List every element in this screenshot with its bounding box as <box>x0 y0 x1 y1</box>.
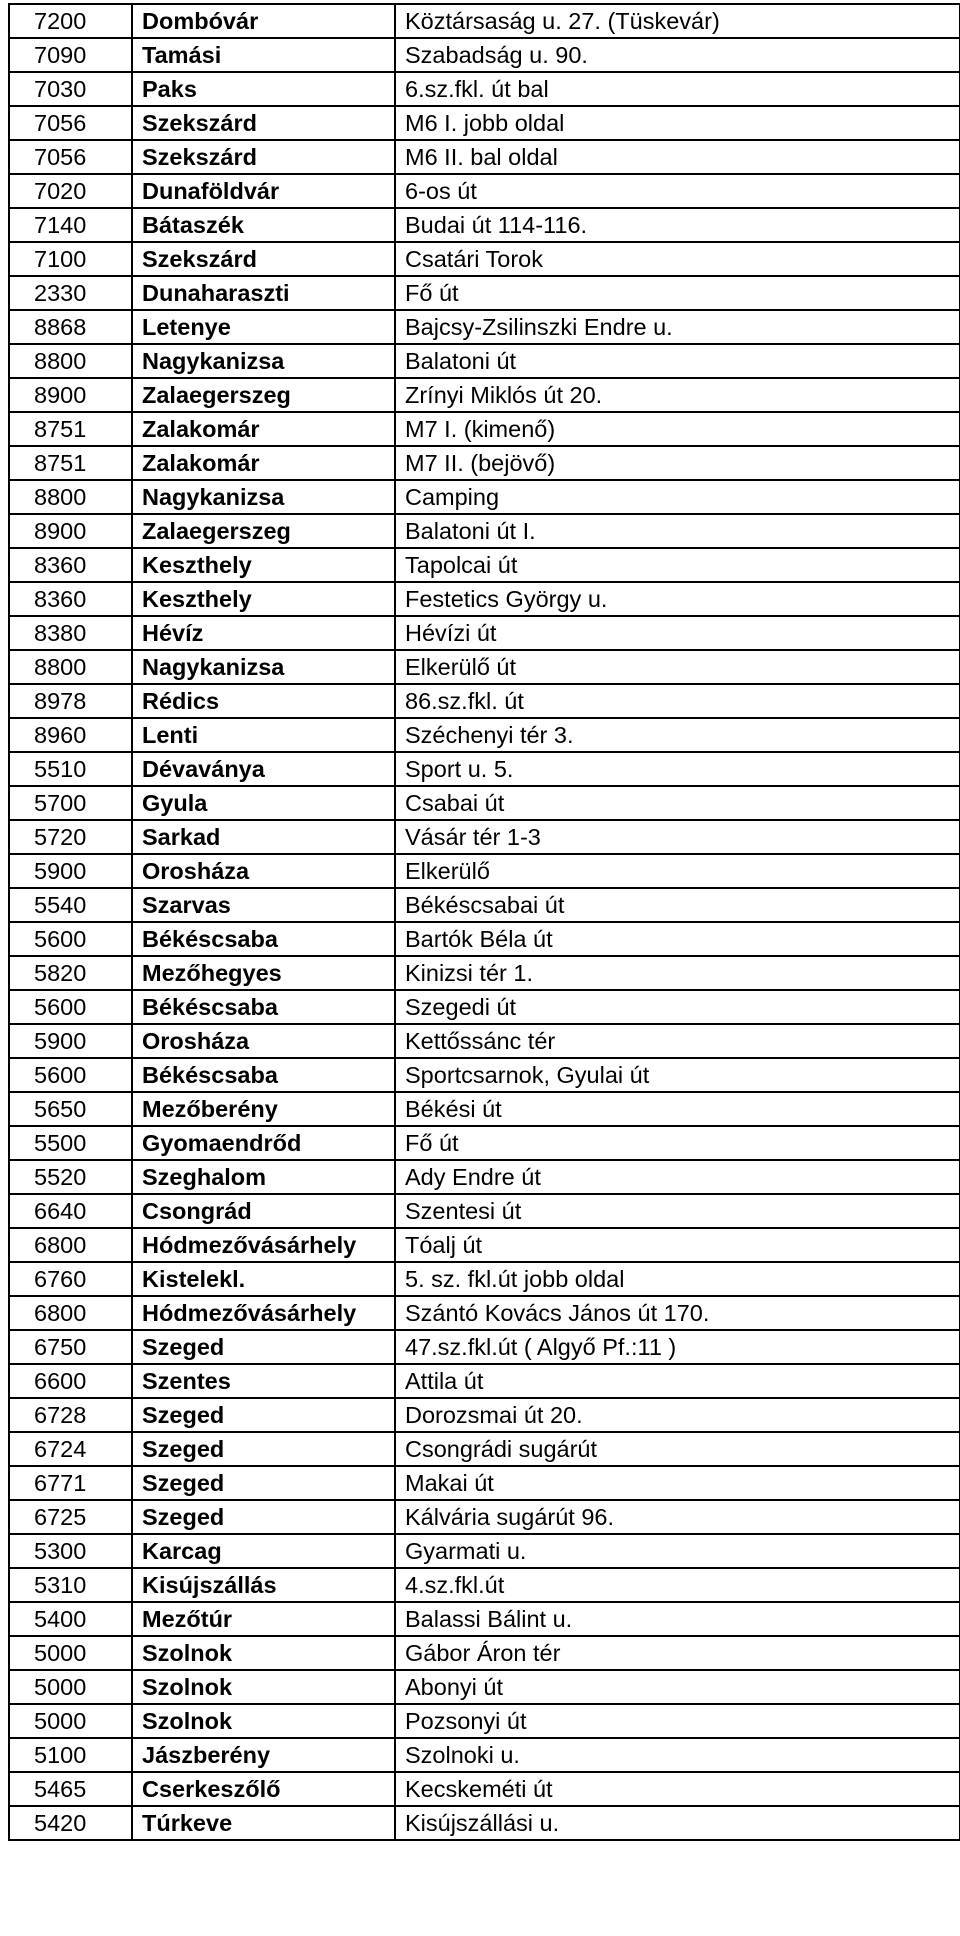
postal-code-cell: 5400 <box>9 1602 132 1636</box>
address-cell: Kettőssánc tér <box>395 1024 960 1058</box>
postal-code-cell: 6800 <box>9 1296 132 1330</box>
address-cell: Pozsonyi út <box>395 1704 960 1738</box>
city-cell: Letenye <box>132 310 395 344</box>
city-cell: Szarvas <box>132 888 395 922</box>
city-cell: Mezőhegyes <box>132 956 395 990</box>
address-cell: Kálvária sugárút 96. <box>395 1500 960 1534</box>
city-cell: Szekszárd <box>132 140 395 174</box>
city-cell: Szeged <box>132 1330 395 1364</box>
address-cell: Kinizsi tér 1. <box>395 956 960 990</box>
address-cell: Szántó Kovács János út 170. <box>395 1296 960 1330</box>
postal-code-cell: 6800 <box>9 1228 132 1262</box>
postal-code-cell: 7020 <box>9 174 132 208</box>
table-row <box>9 1194 960 1228</box>
postal-code-cell: 8800 <box>9 650 132 684</box>
city-cell: Dunaharaszti <box>132 276 395 310</box>
city-cell: Dombóvár <box>132 4 395 38</box>
address-cell: Köztársaság u. 27. (Tüskevár) <box>395 4 960 38</box>
table-row <box>9 582 960 616</box>
city-cell: Cserkeszőlő <box>132 1772 395 1806</box>
address-cell: Makai út <box>395 1466 960 1500</box>
city-cell: Nagykanizsa <box>132 650 395 684</box>
city-cell: Lenti <box>132 718 395 752</box>
city-cell: Gyomaendrőd <box>132 1126 395 1160</box>
city-cell: Keszthely <box>132 582 395 616</box>
city-cell: Zalaegerszeg <box>132 378 395 412</box>
address-cell: Attila út <box>395 1364 960 1398</box>
postal-code-cell: 8868 <box>9 310 132 344</box>
postal-code-cell: 8900 <box>9 514 132 548</box>
city-cell: Zalakomár <box>132 412 395 446</box>
city-cell: Szeghalom <box>132 1160 395 1194</box>
table-row <box>9 888 960 922</box>
postal-code-cell: 5600 <box>9 990 132 1024</box>
table-row <box>9 72 960 106</box>
address-cell: Gábor Áron tér <box>395 1636 960 1670</box>
table-row <box>9 208 960 242</box>
postal-code-cell: 5600 <box>9 922 132 956</box>
postal-code-cell: 5540 <box>9 888 132 922</box>
address-cell: Kisújszállási u. <box>395 1806 960 1840</box>
postal-code-cell: 5700 <box>9 786 132 820</box>
city-cell: Sarkad <box>132 820 395 854</box>
table-row <box>9 140 960 174</box>
address-cell: Szabadság u. 90. <box>395 38 960 72</box>
postal-code-cell: 7030 <box>9 72 132 106</box>
city-cell: Békéscsaba <box>132 1058 395 1092</box>
address-cell: Csongrádi sugárút <box>395 1432 960 1466</box>
table-row <box>9 1126 960 1160</box>
address-cell: Fő út <box>395 276 960 310</box>
city-cell: Zalaegerszeg <box>132 514 395 548</box>
city-cell: Békéscsaba <box>132 990 395 1024</box>
table-row <box>9 650 960 684</box>
postal-code-cell: 5720 <box>9 820 132 854</box>
table-row <box>9 820 960 854</box>
address-table <box>8 3 960 1841</box>
table-row <box>9 1568 960 1602</box>
postal-code-cell: 7056 <box>9 140 132 174</box>
table-row <box>9 310 960 344</box>
postal-code-cell: 7200 <box>9 4 132 38</box>
postal-code-cell: 5650 <box>9 1092 132 1126</box>
address-cell: Elkerülő út <box>395 650 960 684</box>
city-cell: Mezőtúr <box>132 1602 395 1636</box>
postal-code-cell: 8360 <box>9 548 132 582</box>
postal-code-cell: 8800 <box>9 480 132 514</box>
table-row <box>9 786 960 820</box>
table-row <box>9 854 960 888</box>
city-cell: Szolnok <box>132 1670 395 1704</box>
postal-code-cell: 8360 <box>9 582 132 616</box>
city-cell: Kistelekl. <box>132 1262 395 1296</box>
city-cell: Hódmezővásárhely <box>132 1296 395 1330</box>
table-row <box>9 1398 960 1432</box>
address-cell: Abonyi út <box>395 1670 960 1704</box>
address-cell: Sport u. 5. <box>395 752 960 786</box>
city-cell: Szeged <box>132 1466 395 1500</box>
postal-code-cell: 6724 <box>9 1432 132 1466</box>
address-cell: Bajcsy-Zsilinszki Endre u. <box>395 310 960 344</box>
table-row <box>9 1738 960 1772</box>
postal-code-cell: 5420 <box>9 1806 132 1840</box>
city-cell: Hévíz <box>132 616 395 650</box>
table-row <box>9 1296 960 1330</box>
table-row <box>9 1160 960 1194</box>
postal-code-cell: 5000 <box>9 1636 132 1670</box>
city-cell: Szolnok <box>132 1636 395 1670</box>
city-cell: Szeged <box>132 1398 395 1432</box>
address-cell: Békéscsabai út <box>395 888 960 922</box>
address-cell: Szolnoki u. <box>395 1738 960 1772</box>
address-cell: 6.sz.fkl. út bal <box>395 72 960 106</box>
address-cell: Festetics György u. <box>395 582 960 616</box>
city-cell: Szeged <box>132 1432 395 1466</box>
address-cell: 86.sz.fkl. út <box>395 684 960 718</box>
table-row <box>9 684 960 718</box>
table-row <box>9 1772 960 1806</box>
table-row <box>9 412 960 446</box>
address-cell: Dorozsmai út 20. <box>395 1398 960 1432</box>
address-cell: Balatoni út <box>395 344 960 378</box>
city-cell: Karcag <box>132 1534 395 1568</box>
address-cell: Sportcsarnok, Gyulai út <box>395 1058 960 1092</box>
table-row <box>9 4 960 38</box>
address-cell: Hévízi út <box>395 616 960 650</box>
postal-code-cell: 6728 <box>9 1398 132 1432</box>
postal-code-cell: 5465 <box>9 1772 132 1806</box>
table-row <box>9 344 960 378</box>
postal-code-cell: 8751 <box>9 412 132 446</box>
city-cell: Mezőberény <box>132 1092 395 1126</box>
address-table-body <box>9 4 960 1840</box>
address-cell: Balatoni út I. <box>395 514 960 548</box>
city-cell: Orosháza <box>132 1024 395 1058</box>
address-cell: Balassi Bálint u. <box>395 1602 960 1636</box>
city-cell: Kisújszállás <box>132 1568 395 1602</box>
table-row <box>9 1432 960 1466</box>
table-row <box>9 1364 960 1398</box>
city-cell: Gyula <box>132 786 395 820</box>
postal-code-cell: 6771 <box>9 1466 132 1500</box>
table-row <box>9 1534 960 1568</box>
table-row <box>9 38 960 72</box>
table-row <box>9 1636 960 1670</box>
address-cell: Gyarmati u. <box>395 1534 960 1568</box>
city-cell: Dévaványa <box>132 752 395 786</box>
table-row <box>9 718 960 752</box>
address-cell: Bartók Béla út <box>395 922 960 956</box>
city-cell: Zalakomár <box>132 446 395 480</box>
postal-code-cell: 5300 <box>9 1534 132 1568</box>
address-cell: Camping <box>395 480 960 514</box>
postal-code-cell: 7100 <box>9 242 132 276</box>
postal-code-cell: 5100 <box>9 1738 132 1772</box>
table-row <box>9 990 960 1024</box>
table-row <box>9 1466 960 1500</box>
address-cell: M6 II. bal oldal <box>395 140 960 174</box>
city-cell: Szekszárd <box>132 106 395 140</box>
table-row <box>9 752 960 786</box>
postal-code-cell: 2330 <box>9 276 132 310</box>
postal-code-cell: 5000 <box>9 1670 132 1704</box>
table-row <box>9 1262 960 1296</box>
address-cell: Csatári Torok <box>395 242 960 276</box>
address-cell: Budai út 114-116. <box>395 208 960 242</box>
table-row <box>9 1602 960 1636</box>
address-cell: Kecskeméti út <box>395 1772 960 1806</box>
city-cell: Jászberény <box>132 1738 395 1772</box>
table-row <box>9 1500 960 1534</box>
address-cell: Széchenyi tér 3. <box>395 718 960 752</box>
table-row <box>9 378 960 412</box>
postal-code-cell: 5820 <box>9 956 132 990</box>
address-cell: Elkerülő <box>395 854 960 888</box>
address-cell: Fő út <box>395 1126 960 1160</box>
table-row <box>9 480 960 514</box>
city-cell: Szentes <box>132 1364 395 1398</box>
postal-code-cell: 8978 <box>9 684 132 718</box>
table-row <box>9 1024 960 1058</box>
address-cell: 6-os út <box>395 174 960 208</box>
table-row <box>9 276 960 310</box>
city-cell: Túrkeve <box>132 1806 395 1840</box>
postal-code-cell: 5310 <box>9 1568 132 1602</box>
address-cell: M6 I. jobb oldal <box>395 106 960 140</box>
table-row <box>9 1092 960 1126</box>
address-cell: M7 I. (kimenő) <box>395 412 960 446</box>
postal-code-cell: 7140 <box>9 208 132 242</box>
table-row <box>9 1806 960 1840</box>
postal-code-cell: 5520 <box>9 1160 132 1194</box>
table-row <box>9 616 960 650</box>
table-row <box>9 1058 960 1092</box>
city-cell: Orosháza <box>132 854 395 888</box>
address-cell: Szegedi út <box>395 990 960 1024</box>
city-cell: Szekszárd <box>132 242 395 276</box>
postal-code-cell: 6750 <box>9 1330 132 1364</box>
city-cell: Nagykanizsa <box>132 480 395 514</box>
city-cell: Szeged <box>132 1500 395 1534</box>
postal-code-cell: 8380 <box>9 616 132 650</box>
table-row <box>9 1228 960 1262</box>
city-cell: Nagykanizsa <box>132 344 395 378</box>
city-cell: Keszthely <box>132 548 395 582</box>
table-row <box>9 514 960 548</box>
table-row <box>9 956 960 990</box>
address-cell: Tóalj út <box>395 1228 960 1262</box>
postal-code-cell: 6600 <box>9 1364 132 1398</box>
city-cell: Hódmezővásárhely <box>132 1228 395 1262</box>
address-cell: Csabai út <box>395 786 960 820</box>
postal-code-cell: 7090 <box>9 38 132 72</box>
address-cell: Szentesi út <box>395 1194 960 1228</box>
postal-code-cell: 5900 <box>9 1024 132 1058</box>
city-cell: Szolnok <box>132 1704 395 1738</box>
table-row <box>9 106 960 140</box>
postal-code-cell: 5510 <box>9 752 132 786</box>
postal-code-cell: 5000 <box>9 1704 132 1738</box>
city-cell: Dunaföldvár <box>132 174 395 208</box>
city-cell: Csongrád <box>132 1194 395 1228</box>
city-cell: Bátaszék <box>132 208 395 242</box>
address-cell: Tapolcai út <box>395 548 960 582</box>
address-cell: Békési út <box>395 1092 960 1126</box>
postal-code-cell: 8900 <box>9 378 132 412</box>
postal-code-cell: 6760 <box>9 1262 132 1296</box>
postal-code-cell: 7056 <box>9 106 132 140</box>
address-cell: 47.sz.fkl.út ( Algyő Pf.:11 ) <box>395 1330 960 1364</box>
postal-code-cell: 8800 <box>9 344 132 378</box>
city-cell: Tamási <box>132 38 395 72</box>
address-cell: Vásár tér 1-3 <box>395 820 960 854</box>
address-cell: Ady Endre út <box>395 1160 960 1194</box>
city-cell: Békéscsaba <box>132 922 395 956</box>
city-cell: Paks <box>132 72 395 106</box>
postal-code-cell: 8960 <box>9 718 132 752</box>
table-row <box>9 1330 960 1364</box>
postal-code-cell: 6725 <box>9 1500 132 1534</box>
postal-code-cell: 8751 <box>9 446 132 480</box>
address-cell: Zrínyi Miklós út 20. <box>395 378 960 412</box>
address-cell: M7 II. (bejövő) <box>395 446 960 480</box>
table-row <box>9 922 960 956</box>
postal-code-cell: 6640 <box>9 1194 132 1228</box>
table-row <box>9 242 960 276</box>
postal-code-cell: 5600 <box>9 1058 132 1092</box>
table-row <box>9 174 960 208</box>
postal-code-cell: 5500 <box>9 1126 132 1160</box>
table-row <box>9 446 960 480</box>
address-cell: 4.sz.fkl.út <box>395 1568 960 1602</box>
table-row <box>9 548 960 582</box>
address-cell: 5. sz. fkl.út jobb oldal <box>395 1262 960 1296</box>
postal-code-cell: 5900 <box>9 854 132 888</box>
city-cell: Rédics <box>132 684 395 718</box>
table-row <box>9 1704 960 1738</box>
table-row <box>9 1670 960 1704</box>
